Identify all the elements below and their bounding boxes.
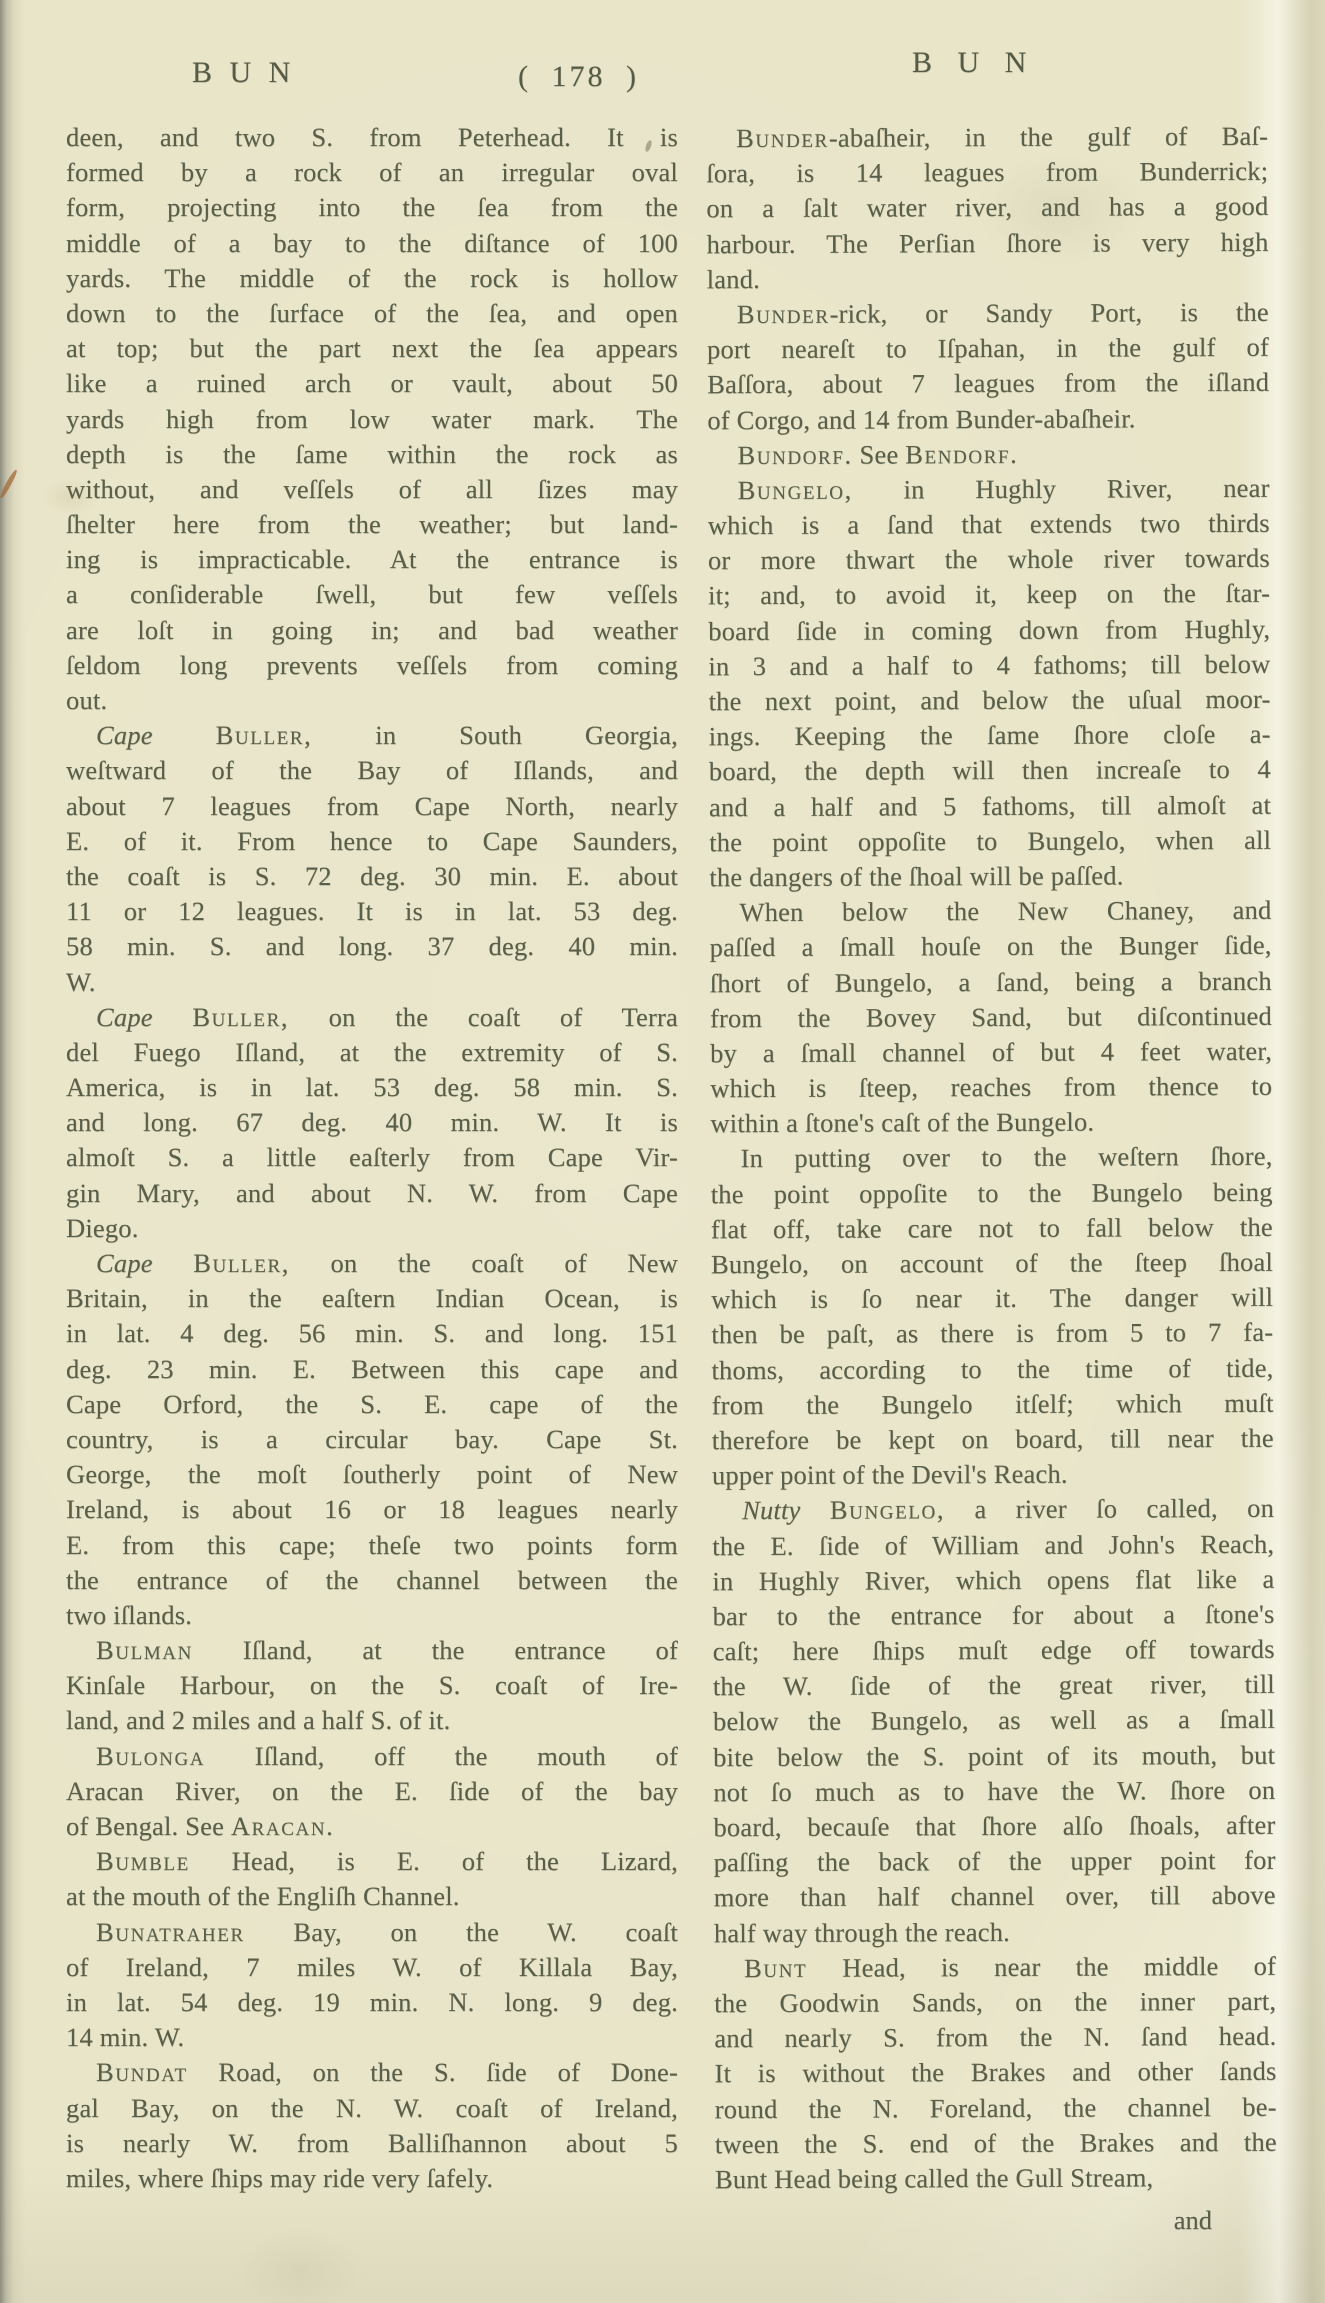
body-text: tween the S. end of the Brakes and the [714, 2126, 1277, 2159]
text-line [66, 1070, 678, 1105]
body-text: miles, where ſhips may ride very ſafely. [66, 2162, 494, 2193]
text-line [66, 1915, 678, 1950]
body-text: like a ruined arch or vault, about 50 [66, 368, 678, 399]
body-text: Aracan River, on the E. ſide of the bay [66, 1775, 678, 1806]
entry-paragraph [707, 435, 1269, 473]
text-column-right [706, 119, 1277, 2197]
text-line [711, 1350, 1273, 1388]
text-line [66, 859, 678, 894]
entry-paragraph [706, 119, 1269, 297]
body-text: port neareſt to Iſpahan, in the gulf of [706, 331, 1270, 365]
body-text: Bungelo, on account of the ſteep ſhoal [710, 1246, 1274, 1280]
body-text: caſt; here ſhips muſt edge off towards [712, 1633, 1275, 1667]
body-text: ings. Keeping the ſame ſhore cloſe a- [708, 718, 1271, 752]
body-text: Diego. [66, 1212, 139, 1243]
body-text: ſeldom long prevents veſſels from coming [66, 649, 678, 680]
body-text: at the mouth of the Engliſh Channel. [66, 1881, 460, 1912]
text-line [66, 1563, 678, 1598]
text-line [66, 577, 678, 612]
text-line [66, 1668, 678, 1703]
body-text: depth is the ſame within the rock as [66, 438, 678, 469]
body-text: it; and, to avoid it, keep on the ſtar- [708, 578, 1271, 611]
entry-paragraph [708, 471, 1272, 896]
body-text: the next point, and below the uſual moor- [708, 683, 1271, 717]
body-text: E. from this cape; theſe two points form [66, 1529, 678, 1560]
text-line [66, 437, 678, 472]
body-text: the E. ſide of William and John's Reach, [712, 1528, 1275, 1561]
text-line [66, 1246, 678, 1281]
body-text: gin Mary, and about N. W. from Cape [66, 1177, 678, 1208]
body-text: not ſo much as to have the W. ſhore on [713, 1774, 1276, 1808]
text-line [712, 1597, 1274, 1635]
body-text: or more thwart the whole river towards [707, 543, 1270, 576]
body-text: the entrance of the channel between the [66, 1564, 678, 1595]
text-line [710, 963, 1272, 1001]
text-line [712, 1386, 1274, 1424]
text-line [709, 893, 1271, 931]
italic-text: Cape [96, 1001, 193, 1032]
small-caps-headword: Buller, [193, 1248, 290, 1278]
text-line [66, 2055, 678, 2090]
text-line [66, 190, 678, 225]
entry-paragraph [66, 120, 678, 718]
body-text: Head, is E. of the Lizard, [189, 1846, 678, 1877]
body-text: at top; but the part next the ſea appears [66, 333, 678, 364]
text-line [66, 2126, 678, 2161]
body-text: -abaſheir, in the gulf of Baſ- [828, 120, 1269, 153]
text-line [66, 894, 678, 929]
text-line [706, 119, 1268, 157]
body-text: bite below the S. point of its mouth, but [713, 1739, 1276, 1772]
text-line [708, 682, 1270, 720]
text-line [709, 858, 1271, 896]
text-line [66, 1492, 678, 1527]
text-line [66, 1528, 678, 1563]
text-line [66, 155, 678, 190]
body-text: 11 or 12 leagues. It is in lat. 53 deg. [66, 896, 678, 927]
body-text: Kinſale Harbour, on the S. coaſt of Ire- [66, 1670, 678, 1701]
body-text: board, becauſe that ſhore alſo ſhoals, after [713, 1809, 1276, 1843]
text-line [66, 1844, 678, 1879]
body-text: therefore be kept on board, till near the [711, 1422, 1274, 1456]
body-text: which is ſteep, reaches from thence to [710, 1070, 1273, 1104]
small-caps-headword: Bunatraher [96, 1916, 245, 1947]
body-text: land, and 2 miles and a half S. of it. [66, 1705, 451, 1736]
text-line [709, 823, 1271, 861]
body-text: in Hughly River, near [852, 472, 1270, 505]
text-line [707, 330, 1269, 368]
text-line [708, 541, 1270, 579]
text-line [709, 752, 1271, 790]
text-line [710, 928, 1272, 966]
text-line [66, 1316, 678, 1351]
body-text: in 3 and a half to 4 fathoms; till below [708, 648, 1271, 682]
body-text: W. [66, 966, 96, 997]
text-line [708, 471, 1270, 509]
body-text: and a half and 5 fathoms, till almoſt at [708, 789, 1272, 822]
body-text: in lat. 54 deg. 19 min. N. long. 9 deg. [66, 1986, 678, 2017]
text-line [710, 1069, 1272, 1107]
text-line [712, 1561, 1274, 1599]
text-line [707, 400, 1269, 438]
text-line [714, 1843, 1276, 1881]
body-text: del Fuego Iſland, at the extremity of S. [66, 1036, 678, 1067]
body-text: It is without the Brakes and other ſands [714, 2056, 1277, 2089]
body-text: Road, on the S. ſide of Done- [187, 2057, 678, 2088]
text-line [707, 435, 1269, 473]
body-text: on a ſalt water river, and has a good [706, 191, 1269, 224]
entry-paragraph [709, 893, 1272, 1142]
text-line [713, 1808, 1275, 1846]
small-caps-headword: Bungelo, [737, 474, 853, 505]
text-line [711, 1210, 1273, 1248]
body-text: upper point of the Devil's Reach. [711, 1458, 1068, 1491]
body-text: are loſt in going in; and bad weather [66, 614, 678, 645]
text-line [66, 824, 678, 859]
text-line [66, 1598, 678, 1633]
body-text: Iſland, at the entrance of [192, 1635, 678, 1666]
body-text: paſſed a ſmall houſe on the Bunger ſide, [709, 930, 1272, 963]
text-line [715, 2089, 1277, 2127]
text-line [66, 1809, 678, 1844]
text-line [66, 648, 678, 683]
small-caps-headword: Bumble [96, 1846, 190, 1877]
text-line [707, 260, 1269, 298]
text-line [714, 2019, 1276, 2057]
body-text: board, the depth will then increaſe to 4 [708, 754, 1271, 787]
body-text: Iſland, off the mouth of [205, 1740, 678, 1771]
italic-text: Cape [96, 720, 216, 751]
body-text: America, is in lat. 53 deg. 58 min. S. [66, 1072, 678, 1103]
text-line [710, 1139, 1272, 1177]
text-line [66, 542, 678, 577]
text-line [706, 154, 1268, 192]
text-line [712, 1421, 1274, 1459]
body-text: middle of a bay to the diſtance of 100 [66, 227, 678, 258]
italic-text: Nutty [741, 1495, 830, 1526]
body-text: paſſing the back of the upper point for [713, 1844, 1276, 1878]
text-line [708, 647, 1270, 685]
text-line [66, 2161, 678, 2196]
text-line [66, 965, 678, 1000]
entry-paragraph [66, 718, 678, 1000]
text-line [711, 1315, 1273, 1353]
body-text: the point oppoſite to the Bungelo being [710, 1176, 1273, 1209]
text-line [66, 1035, 678, 1070]
text-line [66, 1000, 678, 1035]
body-text: George, the moſt ſoutherly point of New [66, 1459, 678, 1490]
body-text: below the Bungelo, as well as a ſmall [712, 1704, 1276, 1737]
text-line [66, 1422, 678, 1457]
text-line [713, 1632, 1275, 1670]
body-text: Ireland, is about 16 or 18 leagues nearly [66, 1494, 678, 1525]
text-line [715, 2124, 1277, 2162]
text-line [711, 1280, 1273, 1318]
small-caps-headword: Buller, [192, 1001, 290, 1032]
body-text: the dangers of the ſhoal will be paſſed. [709, 860, 1124, 893]
page-number: ( 178 ) [518, 60, 639, 93]
body-text: thoms, according to the time of tide, [711, 1352, 1274, 1385]
body-text: without, and veſſels of all ſizes may [66, 473, 678, 504]
text-line [66, 683, 678, 718]
text-line [714, 1984, 1276, 2022]
text-line [66, 120, 678, 155]
text-line [66, 1950, 678, 1985]
body-text: ſhelter here from the weather; but land- [66, 509, 678, 540]
entry-paragraph [710, 1139, 1274, 1493]
text-line [66, 1739, 678, 1774]
text-line [712, 1456, 1274, 1494]
text-line [66, 1457, 678, 1492]
body-text: ſhort of Bungelo, a ſand, being a branch [709, 965, 1272, 998]
entry-paragraph [66, 1739, 678, 1845]
ink-speck [0, 469, 18, 500]
body-text: When below the New Chaney, and [739, 894, 1272, 928]
small-caps-headword: Bulman [96, 1635, 193, 1666]
body-text: half way through the reach. [713, 1916, 1011, 1948]
body-text: -rick, or Sandy Port, is the [829, 296, 1269, 329]
text-line [66, 1879, 678, 1914]
text-line [706, 224, 1268, 262]
text-line [66, 366, 678, 401]
entry-paragraph [66, 1246, 678, 1633]
body-text: Head, is near the middle of [807, 1950, 1277, 1983]
body-text: a river ſo called, on [944, 1493, 1275, 1525]
entry-paragraph [712, 1491, 1276, 1951]
entry-paragraph [66, 1633, 678, 1739]
body-text: within a ſtone's caſt of the Bungelo. [710, 1106, 1095, 1139]
body-text: Cape Orford, the S. E. cape of the [66, 1388, 678, 1419]
text-line [66, 402, 678, 437]
small-caps-headword: Bendorf. [905, 438, 1019, 470]
body-text: the Goodwin Sands, on the inner part, [714, 1985, 1277, 2019]
text-line [66, 1105, 678, 1140]
body-text: harbour. The Perſian ſhore is very high [706, 226, 1269, 259]
body-text: form, projecting into the ſea from the [66, 192, 678, 223]
text-line [713, 1702, 1275, 1740]
body-text: of Ireland, 7 miles W. of Killala Bay, [66, 1951, 678, 1982]
body-text: which is a ſand that extends two thirds [707, 507, 1270, 541]
body-text: Bay, on the W. coaſt [244, 1916, 678, 1947]
body-text: a conſiderable ſwell, but few veſſels [66, 579, 678, 610]
body-text: is nearly W. from Balliſhannon about 5 [66, 2127, 678, 2158]
body-text: Bunt Head being called the Gull Stream, [714, 2162, 1154, 2195]
body-text: See [852, 439, 906, 470]
body-text: bar to the entrance for about a ſtone's [712, 1598, 1275, 1632]
text-line [714, 1949, 1276, 1987]
text-line [66, 226, 678, 261]
body-text: in South Georgia, [312, 720, 678, 751]
text-line [66, 1774, 678, 1809]
body-text: Baſſora, about 7 leagues from the iſland [707, 367, 1270, 400]
body-text: about 7 leagues from Cape North, nearly [66, 790, 678, 821]
body-text: Britain, in the eaſtern Indian Ocean, is [66, 1283, 678, 1314]
entry-paragraph [66, 1844, 678, 1914]
small-caps-headword: Bungelo, [829, 1494, 946, 1526]
entry-paragraph [66, 2055, 678, 2196]
body-text: gal Bay, on the N. W. coaſt of Ireland, [66, 2092, 678, 2123]
small-caps-headword: Bulonga [96, 1740, 206, 1771]
body-text: deen, and two S. from Peterhead. It is [66, 122, 678, 152]
body-text: on the coaſt of Terra [289, 1001, 678, 1032]
text-line [712, 1491, 1274, 1529]
text-line [713, 1667, 1275, 1705]
entry-paragraph [714, 1949, 1277, 2198]
text-line [706, 189, 1268, 227]
text-line [66, 1703, 678, 1738]
text-line [66, 2020, 678, 2055]
body-text: land. [706, 263, 761, 294]
entry-paragraph [66, 1915, 678, 2056]
body-text: country, is a circular bay. Cape St. [66, 1423, 678, 1454]
text-line [66, 261, 678, 296]
body-text: weſtward of the Bay of Iſlands, and [66, 755, 678, 786]
text-line [714, 1878, 1276, 1916]
running-header-left: B U N [192, 56, 296, 89]
body-text: 14 min. W. [66, 2022, 185, 2053]
body-text: ing is impracticable. At the entrance is [66, 544, 678, 575]
text-line [709, 717, 1271, 755]
catchword: and [1173, 2205, 1212, 2235]
body-text: round the N. Foreland, the channel be- [714, 2091, 1277, 2124]
body-text: board ſide in coming down from Hughly, [708, 613, 1271, 646]
body-text: down to the ſurface of the ſea, and open [66, 297, 678, 328]
text-line [66, 789, 678, 824]
body-text: more than half channel over, till above [713, 1880, 1276, 1913]
text-line [714, 1913, 1276, 1951]
text-line [710, 1034, 1272, 1072]
small-caps-headword: Bunder [736, 298, 830, 330]
small-caps-headword: Bunt [743, 1952, 808, 1983]
text-line [66, 1211, 678, 1246]
body-text: which is ſo near it. The danger will [711, 1281, 1274, 1315]
text-line [66, 2091, 678, 2126]
text-line [66, 1140, 678, 1175]
body-text: 58 min. S. and long. 37 deg. 40 min. [66, 931, 678, 962]
text-line [708, 576, 1270, 614]
small-caps-headword: Bundat [96, 2057, 188, 2088]
text-line [713, 1737, 1275, 1775]
body-text: by a ſmall channel of but 4 feet water, [710, 1035, 1273, 1069]
text-line [710, 1104, 1272, 1142]
body-text: the coaſt is S. 72 deg. 30 min. E. about [66, 860, 678, 891]
text-line [711, 1245, 1273, 1283]
body-text: in lat. 4 deg. 56 min. S. and long. 151 [66, 1318, 678, 1349]
body-text: two iſlands. [66, 1599, 193, 1630]
text-line [707, 365, 1269, 403]
body-text: almoſt S. a little eaſterly from Cape Vir- [66, 1142, 678, 1173]
text-column-left [66, 120, 678, 2196]
text-line [66, 331, 678, 366]
text-line [712, 1526, 1274, 1564]
body-text: yards high from low water mark. The [66, 403, 678, 434]
body-text: In putting over to the weſtern ſhore, [740, 1141, 1273, 1174]
text-line [709, 787, 1271, 825]
text-line [66, 613, 678, 648]
text-line [66, 507, 678, 542]
text-line [707, 295, 1269, 333]
body-text: flat off, take care not to fall below the [710, 1211, 1273, 1245]
text-line [714, 2054, 1276, 2092]
body-text: ſora, is 14 leagues from Bunderrick; [706, 155, 1269, 189]
body-text: in Hughly River, which opens flat like a [712, 1563, 1275, 1596]
text-line [713, 1773, 1275, 1811]
italic-text: Cape [96, 1248, 194, 1278]
body-text: from the Bovey Sand, but diſcontinued [709, 1000, 1272, 1033]
body-text: out. [66, 685, 108, 715]
body-text: yards. The middle of the rock is hollow [66, 262, 678, 293]
small-caps-headword: Aracan. [230, 1811, 335, 1841]
small-caps-headword: Bundorf. [737, 439, 853, 470]
text-line [66, 472, 678, 507]
body-text: then be paſt, as there is from 5 to 7 fa- [711, 1317, 1274, 1350]
running-header-right: B U N [912, 46, 1036, 79]
text-line [66, 753, 678, 788]
body-text: the W. ſide of the great river, till [712, 1669, 1275, 1702]
body-text: E. of it. From hence to Cape Saunders, [66, 825, 678, 856]
text-line [710, 998, 1272, 1036]
text-line [711, 1174, 1273, 1212]
text-line [66, 929, 678, 964]
text-line [66, 1387, 678, 1422]
text-line [708, 506, 1270, 544]
entry-paragraph [707, 295, 1270, 438]
text-line [708, 611, 1270, 649]
body-text: and nearly S. from the N. ſand head. [714, 2020, 1277, 2054]
body-text: on the coaſt of New [289, 1248, 678, 1278]
body-text: formed by a rock of an irregular oval [66, 157, 678, 188]
text-line [66, 1352, 678, 1387]
entry-paragraph [66, 1000, 678, 1246]
text-line [66, 718, 678, 753]
small-caps-headword: Bunder [736, 122, 829, 154]
text-line [66, 1985, 678, 2020]
body-text: of Bengal. See [66, 1811, 231, 1841]
small-caps-headword: Buller, [215, 720, 313, 751]
body-text: deg. 23 min. E. Between this cape and [66, 1353, 678, 1384]
text-line [66, 296, 678, 331]
text-line [715, 2160, 1277, 2198]
body-text: the point oppoſite to Bungelo, when all [709, 824, 1272, 857]
text-line [66, 1633, 678, 1668]
text-line [66, 1281, 678, 1316]
body-text: of Corgo, and 14 from Bunder-abaſheir. [707, 402, 1136, 435]
body-text: and long. 67 deg. 40 min. W. It is [66, 1107, 678, 1138]
text-line [66, 1176, 678, 1211]
body-text: from the Bungelo itſelf; which muſt [711, 1387, 1274, 1420]
